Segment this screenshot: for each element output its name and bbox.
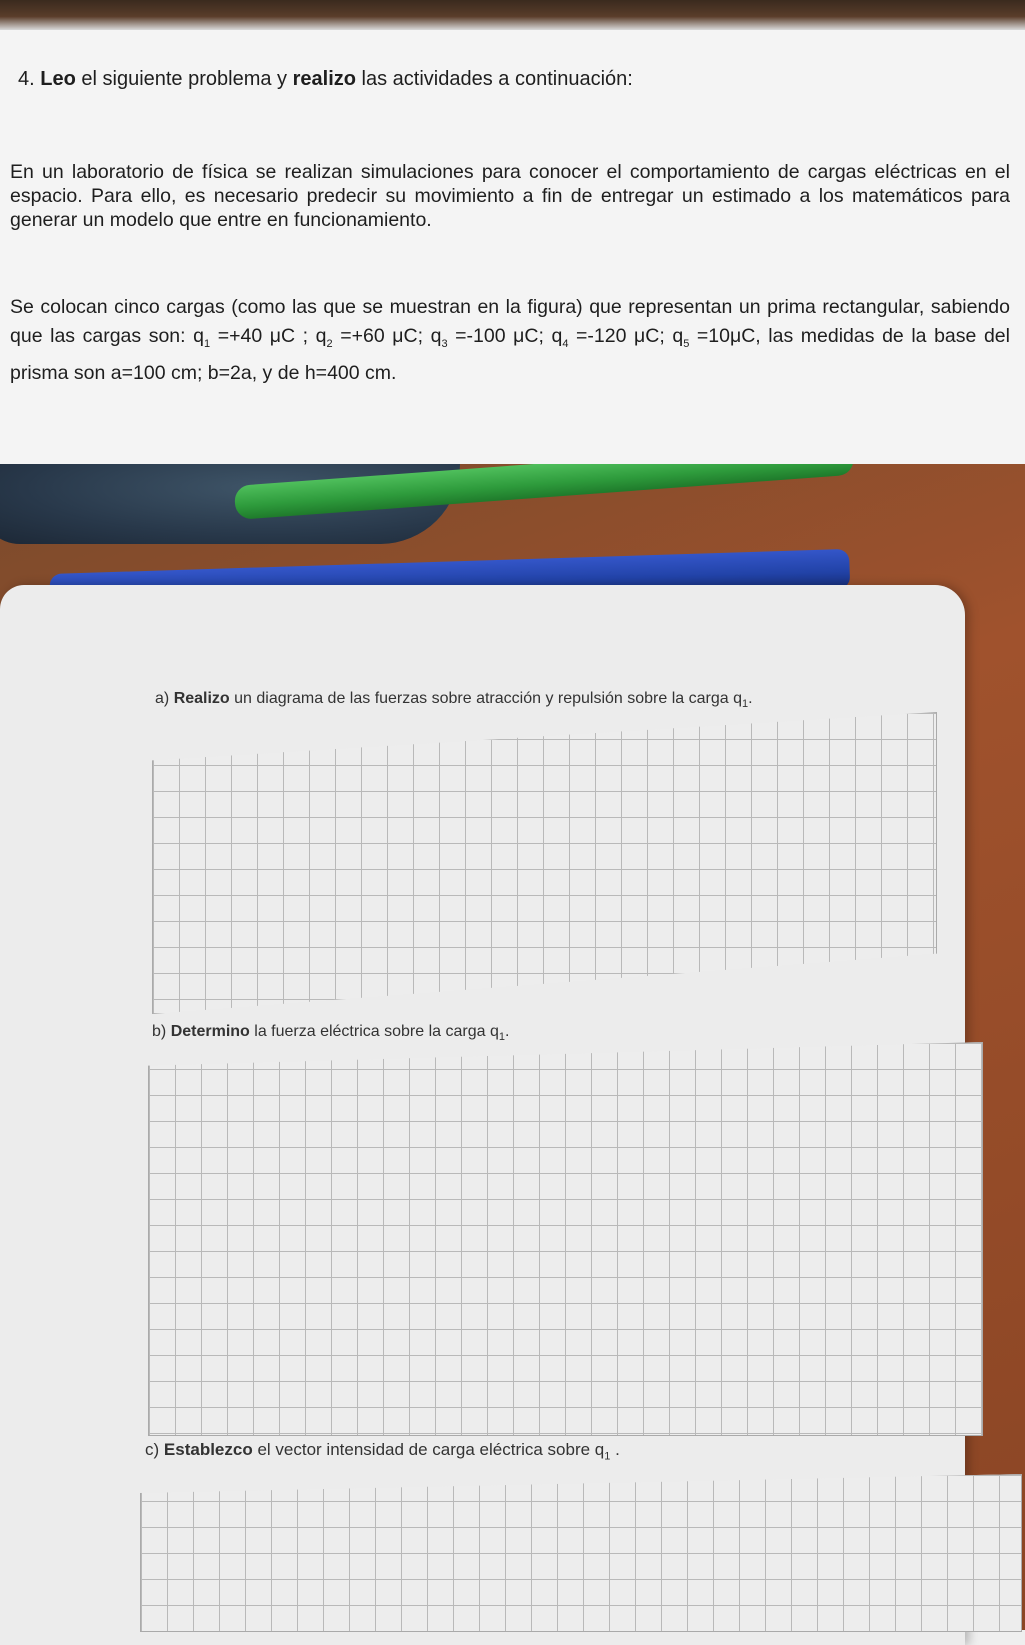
top-edge-background: [0, 0, 1025, 30]
question-header: [18, 68, 1008, 91]
section-b-answer-grid[interactable]: [148, 1042, 983, 1436]
question-verb-leo: Leo: [40, 68, 76, 90]
charge-q5: $q_5 =10\mu C$: [672, 325, 756, 350]
charge-q2: $q_2 =+60$ μC;: [315, 325, 423, 350]
question-number: 4.: [18, 68, 35, 90]
section-c-label: c) Establezco el vector intensidad de carga eléctrica sobre $q_1$ .: [145, 1440, 620, 1463]
prism-dimensions-text: , las medidas de la base del prisma son a=100 cm; b=2a, y de h=400 cm.: [10, 325, 1010, 384]
problem-paragraph-2: [10, 293, 1010, 388]
charge-q3: $q_3 =-100$ μC;: [430, 325, 544, 350]
question-verb-realizo: realizo: [292, 68, 356, 90]
charge-q4: $q_4 =-120$ μC;: [551, 325, 665, 350]
question-text-part1: el siguiente problema y: [81, 68, 288, 90]
problem-paragraph-1: En un laboratorio de física se realizan simulaciones para conocer el comportamiento de cargas eléctricas en el espacio. Para ello, es necesario predecir su movimiento a fin de entregar un estimado a los matemáticos para generar un modelo que entre en funcionamiento.: [10, 161, 1010, 231]
section-b-label: b) Determino la fuerza eléctrica sobre la carga $q_1$.: [152, 1023, 510, 1044]
section-c-answer-grid[interactable]: [140, 1474, 1022, 1632]
charges-intro-text: Se colocan cinco cargas (como las que se muestran en la figura) que representan un prima rectangular, sabiendo que las cargas son:: [10, 296, 1010, 347]
section-a-label: a) Realizo un diagrama de las fuerzas sobre atracción y repulsión sobre la carga $q_1$.: [155, 690, 753, 711]
question-text-part2: las actividades a continuación:: [361, 68, 633, 90]
charge-q1: $q_1 =+40$ μC ;: [193, 325, 309, 350]
upper-worksheet-page: [0, 30, 1025, 464]
